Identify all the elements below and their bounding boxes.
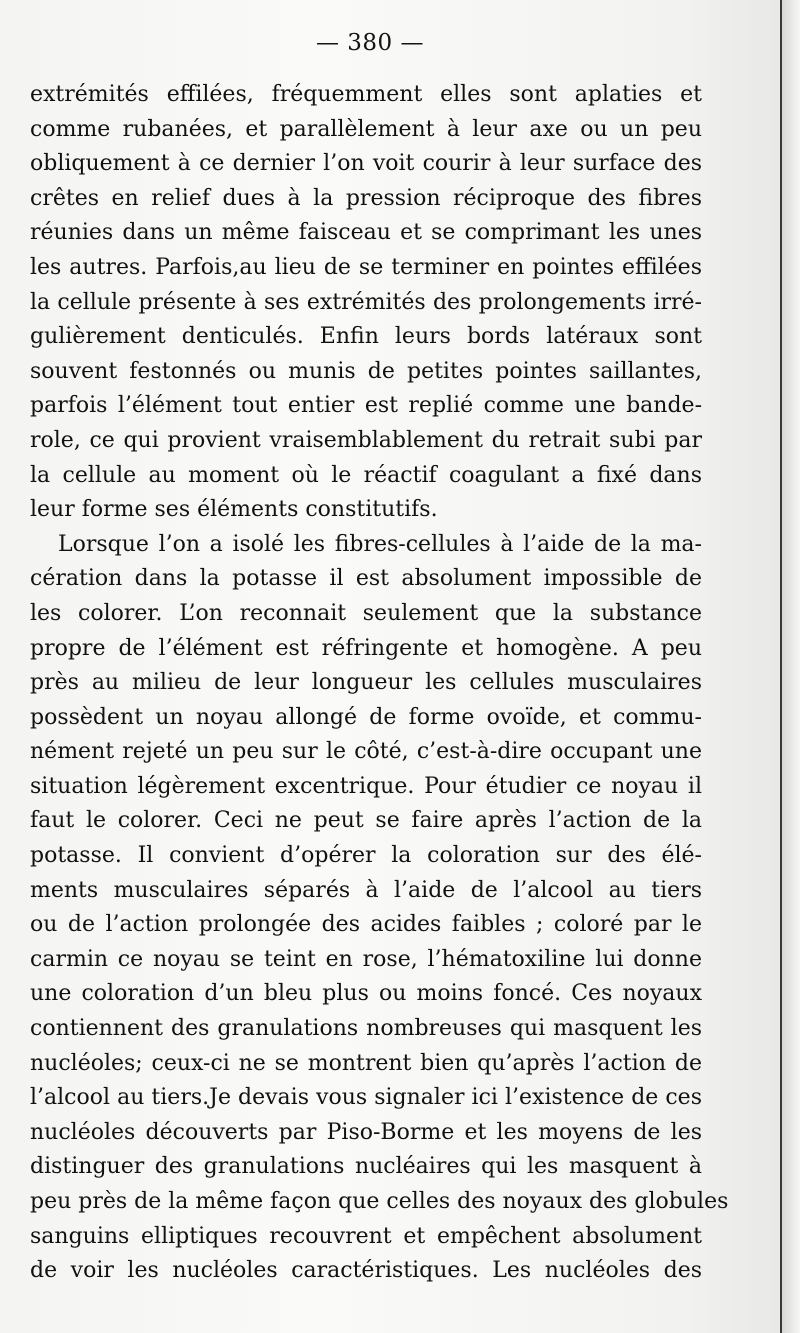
- page-edge-shadow: [782, 0, 800, 1333]
- text-line: près au milieu de leur longueur les cellules musculaires: [30, 670, 702, 696]
- text-line: les autres. Parfois,au lieu de se terminer en pointes effilées: [30, 254, 702, 280]
- text-line: obliquement à ce dernier l’on voit courir à leur surface des: [30, 151, 702, 177]
- text-line: nucléoles; ceux-ci ne se montrent bien qu’après l’action de: [30, 1050, 702, 1076]
- text-line: role, ce qui provient vraisemblablement du retrait subi par: [30, 427, 702, 453]
- text-line: potasse. Il convient d’opérer la coloration sur des élé-: [30, 843, 702, 869]
- text-line: cération dans la potasse il est absolument impossible de: [30, 566, 702, 592]
- text-line: la cellule présente à ses extrémités des prolongements irré-: [30, 289, 702, 315]
- text-line: nément rejeté un peu sur le côté, c’est-à-dire occupant une: [30, 739, 702, 765]
- text-line: souvent festonnés ou munis de petites pointes saillantes,: [30, 358, 702, 384]
- paragraph-start-line: Lorsque l’on a isolé les fibres-cellules à l’aide de la ma-: [58, 531, 702, 557]
- text-line: comme rubanées, et parallèlement à leur axe ou un peu: [30, 116, 702, 142]
- text-line: distinguer des granulations nucléaires qui les masquent à: [30, 1154, 702, 1180]
- text-line: réunies dans un même faisceau et se comprimant les unes: [30, 220, 702, 246]
- text-line: parfois l’élément tout entier est replié comme une bande-: [30, 393, 702, 419]
- text-line: extrémités effilées, fréquemment elles sont aplaties et: [30, 82, 702, 107]
- text-line: peu près de la même façon que celles des noyaux des globules: [30, 1189, 729, 1214]
- text-line: la cellule au moment où le réactif coagulant a fixé dans: [30, 462, 702, 488]
- text-line: situation légèrement excentrique. Pour étudier ce noyau il: [30, 773, 702, 799]
- text-line: de voir les nucléoles caractéristiques. Les nucléoles des: [30, 1258, 702, 1284]
- text-line: nucléoles découverts par Piso-Borme et les moyens de les: [30, 1119, 702, 1145]
- text-line: ou de l’action prolongée des acides faibles ; coloré par le: [30, 912, 702, 938]
- page-edge-line: [780, 0, 782, 1333]
- text-line: possèdent un noyau allongé de forme ovoïde, et commu-: [30, 704, 702, 730]
- text-line: sanguins elliptiques recouvrent et empêchent absolument: [30, 1223, 702, 1249]
- text-line: carmin ce noyau se teint en rose, l’hématoxiline lui donne: [30, 946, 702, 972]
- text-line: faut le colorer. Ceci ne peut se faire après l’action de la: [30, 808, 702, 834]
- text-line: crêtes en relief dues à la pression réciproque des fibres: [30, 185, 702, 211]
- text-line: l’alcool au tiers.Je devais vous signaler ici l’existence de ces: [30, 1085, 702, 1111]
- body-text: [30, 78, 729, 1289]
- text-line: une coloration d’un bleu plus ou moins foncé. Ces noyaux: [30, 981, 702, 1007]
- text-line: les colorer. L’on reconnait seulement que la substance: [30, 600, 702, 626]
- paragraph-end-line: leur forme ses éléments constitutifs.: [30, 497, 438, 523]
- text-line: ments musculaires séparés à l’aide de l’alcool au tiers: [30, 877, 702, 903]
- text-line: contiennent des granulations nombreuses qui masquent les: [30, 1016, 702, 1042]
- text-line: gulièrement denticulés. Enfin leurs bords latéraux sont: [30, 324, 702, 350]
- text-line: propre de l’élément est réfringente et homogène. A peu: [30, 635, 702, 661]
- page-number: — 380 —: [315, 30, 425, 56]
